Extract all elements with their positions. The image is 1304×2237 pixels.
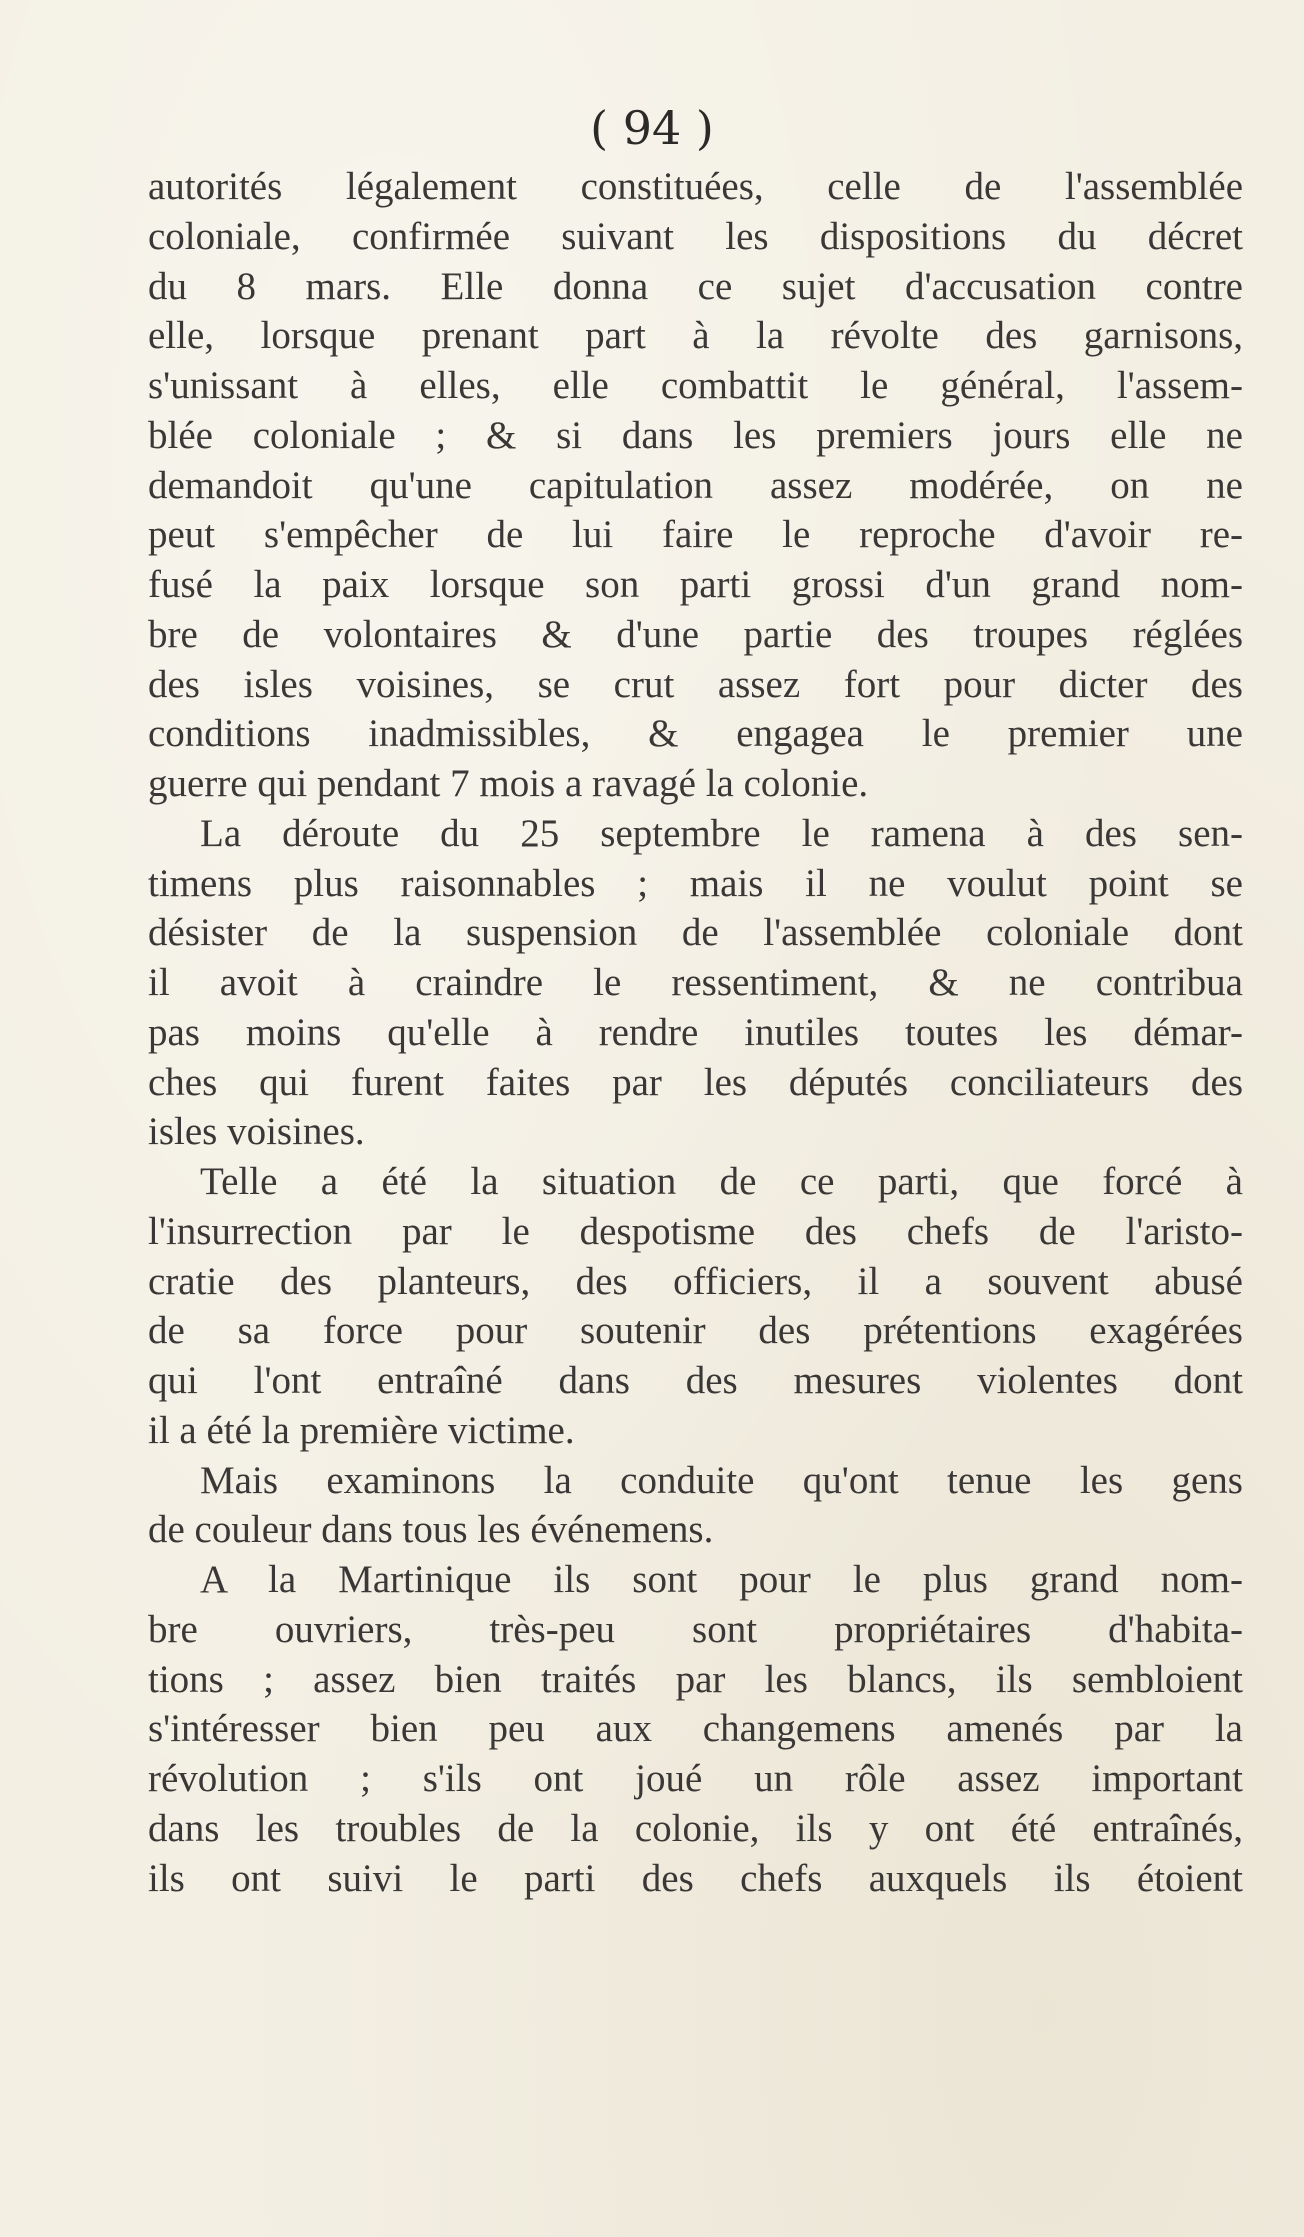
text-line: il a été la première victime. — [148, 1408, 575, 1452]
text-line: elle, lorsque prenant part à la révolte des garnisons, — [148, 314, 1243, 358]
text-line: du 8 mars. Elle donna ce sujet d'accusation contre — [148, 264, 1243, 308]
text-line: conditions inadmissibles, & engagea le premier une — [148, 712, 1243, 756]
text-line: La déroute du 25 septembre le ramena à des sen- — [200, 811, 1243, 855]
text-line: l'insurrection par le despotisme des chefs de l'aristo- — [148, 1209, 1243, 1253]
text-line: cratie des planteurs, des officiers, il a souvent abusé — [148, 1259, 1243, 1303]
text-line: dans les troubles de la colonie, ils y ont été entraînés, — [148, 1806, 1243, 1850]
text-line: s'unissant à elles, elle combattit le général, l'assem- — [148, 364, 1243, 407]
text-line: demandoit qu'une capitulation assez modérée, on ne — [148, 463, 1243, 507]
text-line: pas moins qu'elle à rendre inutiles toutes les démar- — [148, 1010, 1243, 1054]
text-line: coloniale, confirmée suivant les dispositions du décret — [148, 214, 1243, 258]
text-line: bre de volontaires & d'une partie des troupes réglées — [148, 612, 1243, 656]
text-line: des isles voisines, se crut assez fort pour dicter des — [148, 662, 1243, 706]
text-line: peut s'empêcher de lui faire le reproche d'avoir re- — [148, 513, 1243, 557]
text-line: blée coloniale ; & si dans les premiers jours elle ne — [148, 413, 1243, 457]
text-line: Mais examinons la conduite qu'ont tenue les gens — [200, 1458, 1243, 1502]
page-number: ( 94 ) — [590, 101, 714, 155]
text-line: de sa force pour soutenir des prétentions exagérées — [148, 1309, 1243, 1353]
text-line: tions ; assez bien traités par les blancs, ils sembloient — [148, 1657, 1243, 1701]
text-line: A la Martinique ils sont pour le plus grand nom- — [200, 1558, 1243, 1601]
text-line: bre ouvriers, très-peu sont propriétaires d'habita- — [148, 1607, 1243, 1651]
text-line: ils ont suivi le parti des chefs auxquels ils étoient — [148, 1856, 1243, 1900]
text-line: ches qui furent faites par les députés conciliateurs des — [148, 1060, 1243, 1104]
text-line: guerre qui pendant 7 mois a ravagé la colonie. — [148, 762, 869, 805]
text-line: il avoit à craindre le ressentiment, & ne contribua — [148, 961, 1243, 1004]
text-line: s'intéresser bien peu aux changemens amenés par la — [148, 1707, 1243, 1751]
body-text — [148, 162, 1243, 1903]
text-line: fusé la paix lorsque son parti grossi d'un grand nom- — [148, 563, 1243, 606]
text-line: désister de la suspension de l'assemblée coloniale dont — [148, 911, 1243, 955]
text-line: isles voisines. — [148, 1110, 365, 1154]
text-line: timens plus raisonnables ; mais il ne voulut point se — [148, 861, 1243, 905]
text-line: Telle a été la situation de ce parti, que forcé à — [200, 1160, 1243, 1203]
text-line: autorités légalement constituées, celle de l'assemblée — [148, 165, 1243, 208]
text-line: de couleur dans tous les événemens. — [148, 1508, 714, 1552]
text-line: révolution ; s'ils ont joué un rôle assez important — [148, 1757, 1243, 1800]
text-line: qui l'ont entraîné dans des mesures violentes dont — [148, 1359, 1243, 1402]
